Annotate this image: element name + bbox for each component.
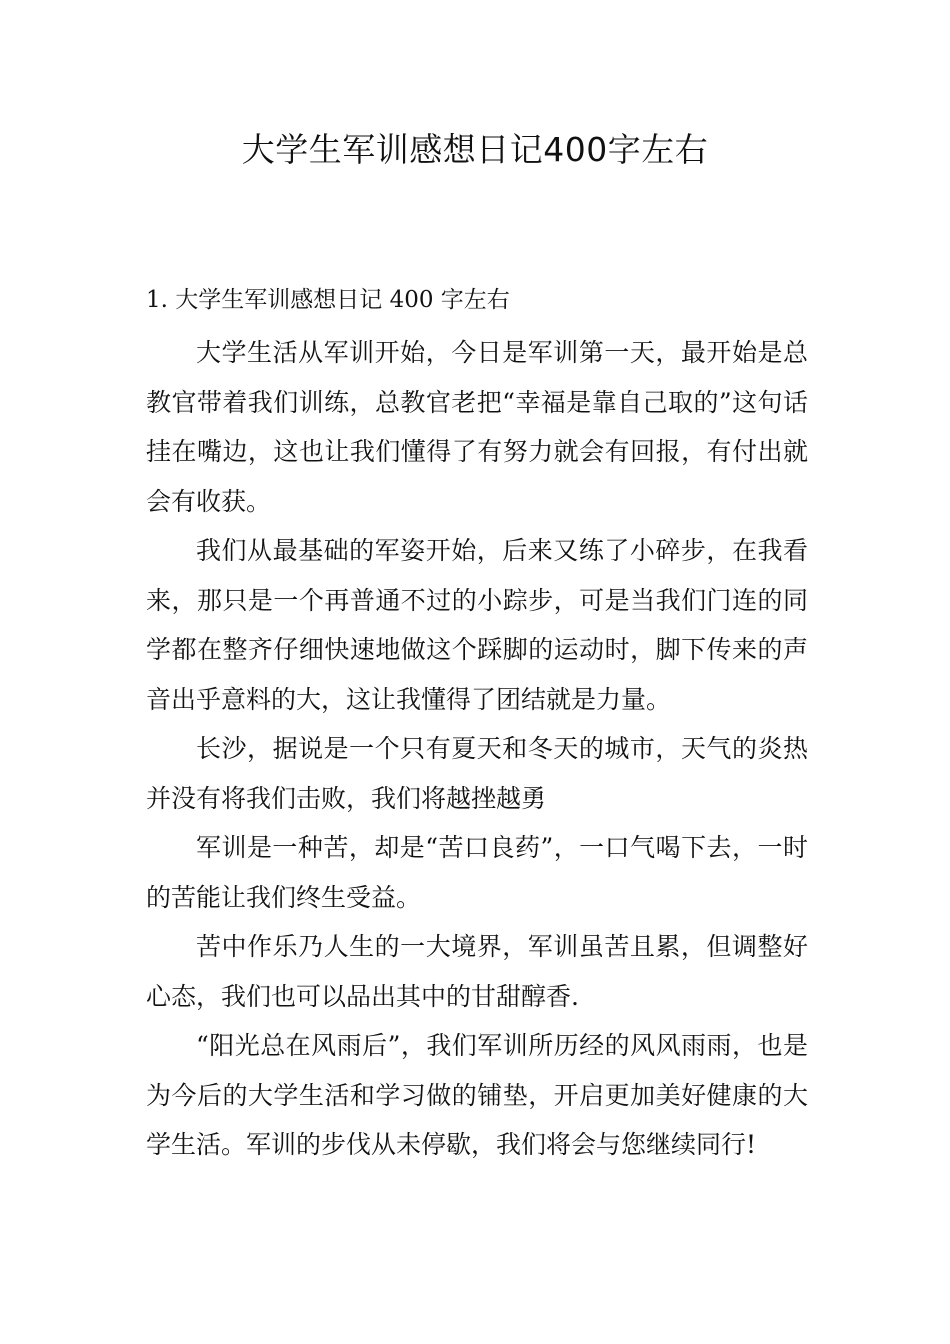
paragraph-6: “阳光总在风雨后”，我们军训所历经的风风雨雨，也是为今后的大学生活和学习做的铺垫，开启更加美好健康的大学生活。军训的步伐从未停歇，我们将会与您继续同行! [146,1031,808,1159]
document-title: 大学生军训感想日记400字左右 [241,130,709,169]
paragraph-1: 大学生活从军训开始，今日是军训第一天，最开始是总教官带着我们训练，总教官老把“幸福是靠自己取的”这句话挂在嘴边，这也让我们懂得了有努力就会有回报，有付出就会有收获。 [146,338,808,516]
paragraph-4: 军训是一种苦，却是“苦口良药”，一口气喝下去，一时的苦能让我们终生受益。 [146,833,808,912]
section-heading: 1. 大学生军训感想日记 400 字左右 [146,287,510,313]
document-body [146,280,808,1170]
paragraph-5: 苦中作乐乃人生的一大境界，军训虽苦且累，但调整好心态，我们也可以品出其中的甘甜醇香. [146,932,808,1011]
paragraph-2: 我们从最基础的军姿开始，后来又练了小碎步，在我看来，那只是一个再普通不过的小踪步，可是当我们门连的同学都在整齐仔细快速地做这个踩脚的运动时，脚下传来的声音出乎意料的大，这让我懂得了团结就是力量。 [146,536,808,714]
paragraph-3: 长沙，据说是一个只有夏天和冬天的城市，天气的炎热并没有将我们击败，我们将越挫越勇 [146,734,808,813]
